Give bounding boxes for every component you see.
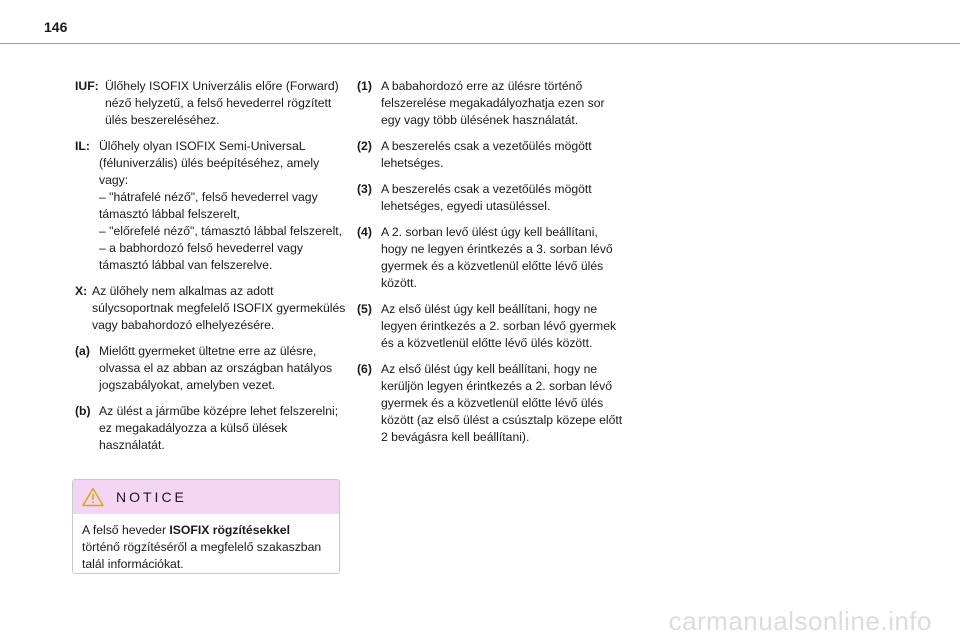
footnote-n3: [357, 181, 627, 215]
notice-text: [73, 514, 339, 573]
notice-title: NOTICE: [116, 489, 187, 505]
footnote-label: (a): [75, 344, 90, 358]
footnote-il: [75, 138, 350, 274]
footnote-text: [92, 283, 350, 334]
left-column: [75, 78, 350, 463]
watermark: carmanualsonline.info: [668, 606, 932, 636]
footnote-label: (3): [357, 182, 372, 196]
footnote-line: A beszerelés csak a vezetőülés mögött lehetséges.: [381, 139, 592, 170]
footnote-b: [75, 403, 350, 454]
footnote-label: IUF:: [75, 79, 99, 93]
footnote-label: (1): [357, 79, 372, 93]
footnote-line: Ülőhely olyan ISOFIX Semi-UniversaL (féluniverzális) ülés beépítéséhez, amely vagy:: [99, 139, 320, 187]
footnote-label: (2): [357, 139, 372, 153]
footnote-text: [381, 224, 627, 292]
footnote-text: [99, 138, 350, 274]
footnote-n5: [357, 301, 627, 352]
footnote-line: – "előrefelé néző", támasztó lábbal felszerelt,: [99, 224, 343, 238]
footnote-n2: [357, 138, 627, 172]
footnote-n1: [357, 78, 627, 129]
footnote-text: [381, 138, 627, 172]
footnote-line: Az első ülést úgy kell beállítani, hogy ne kerüljön legyen érintkezés a 2. sorban lévő gyermek és a közvetlenül előtte lévő ülés között (az első ülést a csúsztalp közepe előtt 2 bevágásra kell beállítani).: [381, 362, 623, 444]
warning-icon: [82, 487, 104, 507]
footnote-text: [381, 78, 627, 129]
notice-text-bold: ISOFIX rögzítésekkel: [169, 523, 290, 537]
footnote-n6: [357, 361, 627, 446]
footnote-x: [75, 283, 350, 334]
footnote-n4: [357, 224, 627, 292]
footnote-text: [381, 361, 627, 446]
footnote-label: (b): [75, 404, 91, 418]
footnote-text: [105, 78, 350, 129]
footnote-line: Az ülőhely nem alkalmas az adott súlycsoportnak megfelelő ISOFIX gyermekülés vagy babahordozó elhelyezésére.: [92, 284, 346, 332]
footnote-line: – "hátrafelé néző", felső hevederrel vagy támasztó lábbal felszerelt,: [99, 190, 318, 221]
notice-text-after: történő rögzítéséről a megfelelő szakaszban talál információkat.: [82, 540, 322, 571]
footnote-label: (6): [357, 362, 372, 376]
footnote-label: IL:: [75, 139, 90, 153]
footnote-line: A beszerelés csak a vezetőülés mögött lehetséges, egyedi utasüléssel.: [381, 182, 592, 213]
footnote-label: (5): [357, 302, 372, 316]
footnote-line: Az első ülést úgy kell beállítani, hogy ne legyen érintkezés a 2. sorban lévő gyermek és a közvetlenül előtte lévő ülés között.: [381, 302, 617, 350]
footnote-line: – a babhordozó felső hevederrel vagy támasztó lábbal van felszerelve.: [99, 241, 303, 272]
footnote-text: [381, 301, 627, 352]
footnote-line: A babahordozó erre az ülésre történő felszerelése megakadályozhatja ezen sor egy vagy több ülésének használatát.: [381, 79, 605, 127]
page-number: 146: [44, 19, 68, 35]
footnote-text: [99, 403, 350, 454]
footnote-text: [99, 343, 350, 394]
footnote-a: [75, 343, 350, 394]
footnote-iuf: [75, 78, 350, 129]
footnote-line: A 2. sorban levő ülést úgy kell beállítani, hogy ne legyen érintkezés a 3. sorban lévő gyermek és a közvetlenül előtte lévő ülés között.: [381, 225, 613, 290]
notice-header: [73, 480, 339, 514]
header-rule: [0, 43, 960, 44]
right-column: [357, 78, 627, 455]
footnote-label: (4): [357, 225, 372, 239]
footnote-label: X:: [75, 284, 88, 298]
footnote-line: Ülőhely ISOFIX Univerzális előre (Forward) néző helyzetű, a felső hevederrel rögzített ülés beszereléséhez.: [105, 79, 339, 127]
notice-text-before: A felső heveder: [82, 523, 170, 537]
notice-box: [72, 479, 340, 574]
footnote-line: Mielőtt gyermeket ültetne erre az ülésre, olvassa el az abban az országban hatályos jogszabályokat, amelyben vezet.: [99, 344, 333, 392]
footnote-text: [381, 181, 627, 215]
footnote-line: Az ülést a járműbe középre lehet felszerelni; ez megakadályozza a külső ülések használatát.: [99, 404, 339, 452]
